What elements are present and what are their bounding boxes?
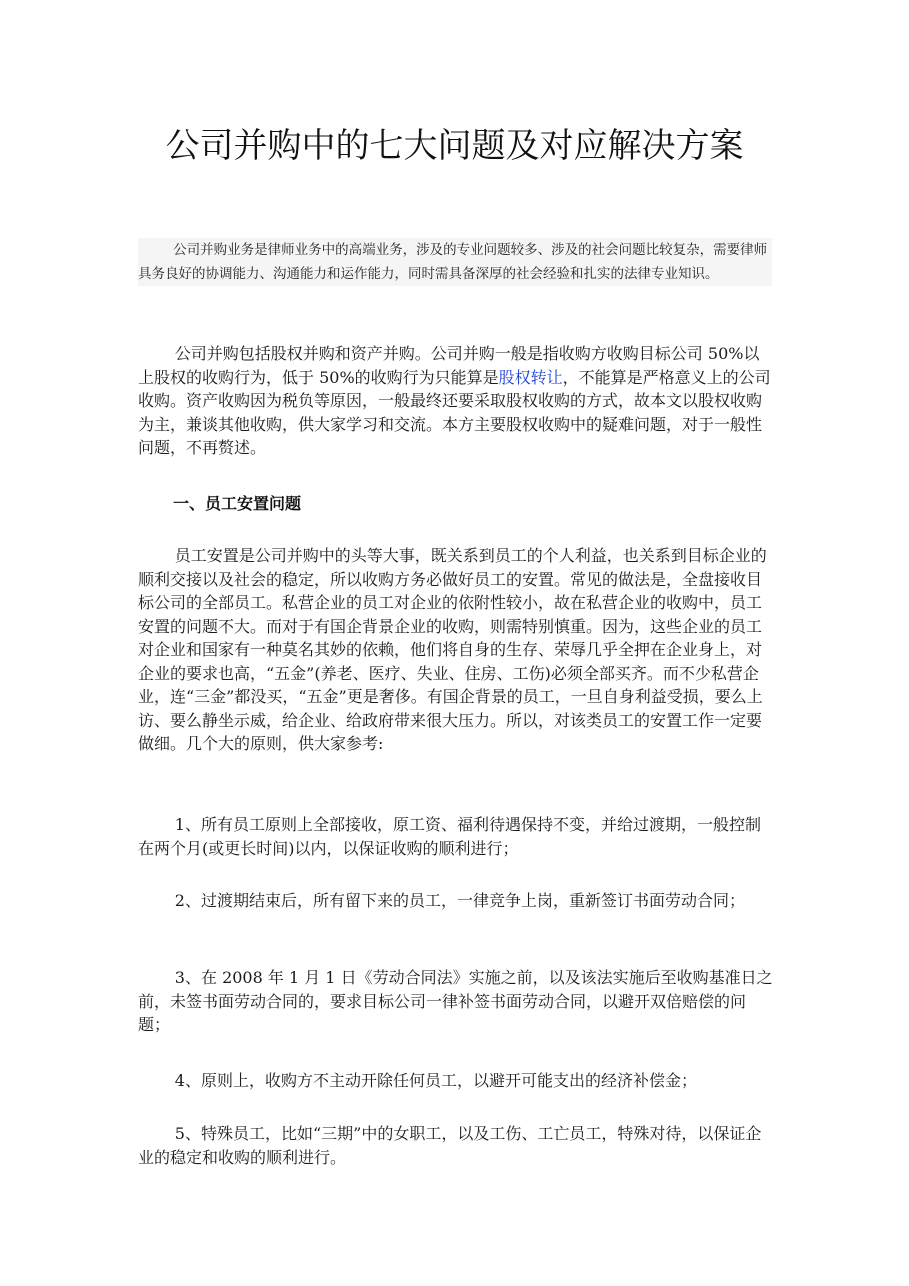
list-item: 4、原则上，收购方不主动开除任何员工，以避开可能支出的经济补偿金； — [174, 1071, 697, 1090]
document-title: 公司并购中的七大问题及对应解决方案 — [165, 126, 744, 166]
section-heading: 一、员工安置问题 — [173, 494, 302, 513]
list-item: 3、在 2008 年 1 月 1 日《劳动合同法》实施之前，以及该法实施后至收购基准日之前，未签书面劳动合同的，要求目标公司一律补签书面劳动合同，以避开双倍赔偿的问题； — [138, 968, 773, 1034]
summary-box: 公司并购业务是律师业务中的高端业务，涉及的专业问题较多、涉及的社会问题比较复杂，需要律师具务良好的协调能力、沟通能力和运作能力，同时需具备深厚的社会经验和扎实的法律专业知识。 — [138, 238, 772, 286]
intro-text-part2: ，不能算是严格意义上的公司收购。资产收购因为税负等原因，一般最终还要采取股权收购的方式，故本文以股权收购为主，兼谈其他收购，供大家学习和交流。本方主要股权收购中的疑难问题，对于一般性问题，不再赘述。 — [138, 367, 771, 457]
section-body-paragraph: 员工安置是公司并购中的头等大事，既关系到员工的个人利益，也关系到目标企业的顺利交接以及社会的稳定，所以收购方务必做好员工的安置。常见的做法是，全盘接收目标公司的全部员工。私营企业的员工对企业的依附性较小，故在私营企业的收购中，员工安置的问题不大。而对于有国企背景企业的收购，则需特别慎重。因为，这些企业的员工对企业和国家有一种莫名其妙的依赖，他们将自身的生存、荣辱几乎全押在企业身上，对企业的要求也高，“五金”(养老、医疗、失业、住房、工伤)必须全部买齐。而不少私营企业，连“三金”都没买，“五金”更是奢侈。有国企背景的员工，一旦自身利益受损，要么上访、要么静坐示威，给企业、给政府带来很大压力。所以，对该类员工的安置工作一定要做细。几个大的原则，供大家参考: — [138, 546, 767, 753]
list-item: 5、特殊员工，比如“三期”中的女职工，以及工伤、工亡员工，特殊对待，以保证企业的稳定和收购的顺利进行。 — [138, 1124, 762, 1167]
list-item: 2、过渡期结束后，所有留下来的员工，一律竞争上岗，重新签订书面劳动合同； — [174, 891, 745, 910]
intro-paragraph — [138, 342, 774, 460]
equity-transfer-link[interactable]: 股权转让 — [498, 367, 563, 387]
list-item: 1、所有员工原则上全部接收，原工资、福利待遇保持不变，并给过渡期，一般控制在两个月(或更长时间)以内，以保证收购的顺利进行； — [138, 815, 761, 858]
intro-text-part1: 公司并购包括股权并购和资产并购。公司并购一般是指收购方收购目标公司 50%以上股权的收购行为，低于 50%的收购行为只能算是 — [138, 344, 760, 387]
